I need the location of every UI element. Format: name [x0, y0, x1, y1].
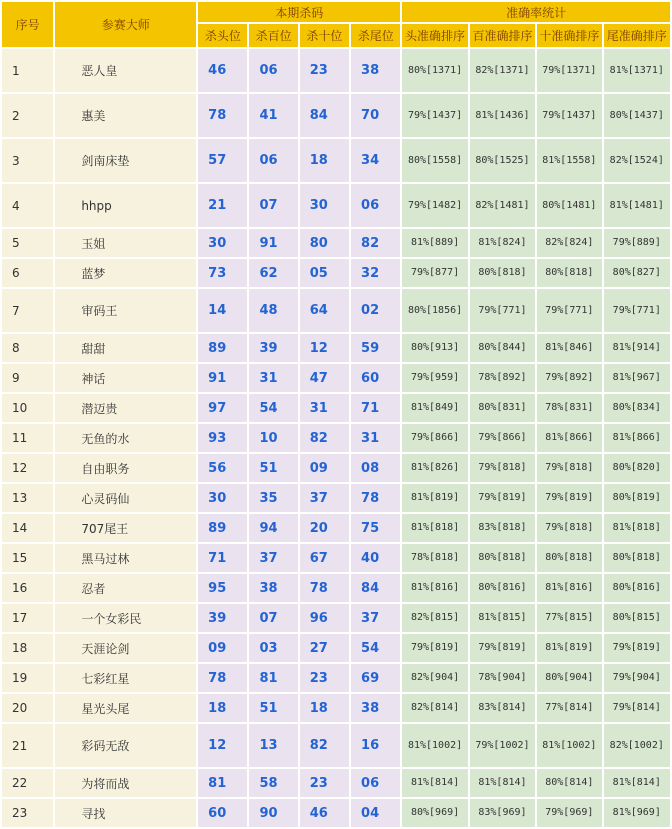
master-name: 心灵码仙 — [55, 484, 196, 512]
accuracy-stat: 82%[1524] — [604, 139, 670, 182]
kill-number: 59 — [351, 334, 400, 362]
accuracy-stat: 80%[819] — [604, 484, 670, 512]
master-name: 潜迈贵 — [55, 394, 196, 422]
kill-number: 07 — [249, 604, 297, 632]
accuracy-stat: 81%[816] — [402, 574, 467, 602]
accuracy-stat: 79%[819] — [537, 484, 601, 512]
kill-number: 32 — [351, 259, 400, 287]
accuracy-stat: 81%[814] — [402, 769, 467, 797]
accuracy-stat: 80%[1437] — [604, 94, 670, 137]
kill-number: 46 — [300, 799, 349, 827]
table-row — [2, 574, 670, 602]
header-stat-col: 百准确排序 — [470, 24, 535, 47]
accuracy-stat: 83%[814] — [470, 694, 535, 722]
accuracy-stat: 82%[904] — [402, 664, 467, 692]
table-row — [2, 184, 670, 227]
kill-number: 34 — [351, 139, 400, 182]
kill-number: 31 — [249, 364, 297, 392]
accuracy-stat: 81%[818] — [402, 514, 467, 542]
accuracy-stat: 79%[866] — [470, 424, 535, 452]
accuracy-stat: 83%[818] — [470, 514, 535, 542]
kill-number: 08 — [351, 454, 400, 482]
kill-number: 06 — [351, 184, 400, 227]
kill-number: 09 — [198, 634, 247, 662]
table-row — [2, 769, 670, 797]
kill-number: 89 — [198, 514, 247, 542]
header-stat-col: 尾准确排序 — [604, 24, 670, 47]
kill-number: 06 — [351, 769, 400, 797]
accuracy-stat: 80%[827] — [604, 259, 670, 287]
kill-number: 23 — [300, 49, 349, 92]
accuracy-stat: 80%[818] — [470, 544, 535, 572]
kill-number: 58 — [249, 769, 297, 797]
accuracy-stat: 78%[904] — [470, 664, 535, 692]
accuracy-stat: 81%[849] — [402, 394, 467, 422]
kill-number: 23 — [300, 664, 349, 692]
header-kill-col: 杀十位 — [300, 24, 349, 47]
accuracy-stat: 81%[866] — [537, 424, 601, 452]
accuracy-stat: 80%[904] — [537, 664, 601, 692]
master-name: 天涯论剑 — [55, 634, 196, 662]
kill-number: 20 — [300, 514, 349, 542]
row-index: 11 — [2, 424, 53, 452]
accuracy-stat: 81%[824] — [470, 229, 535, 257]
accuracy-stat: 79%[892] — [537, 364, 601, 392]
table-row — [2, 259, 670, 287]
accuracy-stat: 80%[831] — [470, 394, 535, 422]
row-index: 13 — [2, 484, 53, 512]
accuracy-stat: 80%[818] — [604, 544, 670, 572]
table-row — [2, 334, 670, 362]
kill-number: 95 — [198, 574, 247, 602]
kill-number: 05 — [300, 259, 349, 287]
kill-number: 78 — [351, 484, 400, 512]
kill-number: 02 — [351, 289, 400, 332]
kill-number: 60 — [198, 799, 247, 827]
accuracy-stat: 80%[818] — [537, 259, 601, 287]
row-index: 20 — [2, 694, 53, 722]
master-name: 为将而战 — [55, 769, 196, 797]
row-index: 12 — [2, 454, 53, 482]
table-row — [2, 544, 670, 572]
master-name: 审码王 — [55, 289, 196, 332]
header-kill-col: 杀百位 — [249, 24, 297, 47]
kill-number: 54 — [351, 634, 400, 662]
kill-number: 37 — [300, 484, 349, 512]
kill-number: 41 — [249, 94, 297, 137]
accuracy-stat: 77%[815] — [537, 604, 601, 632]
kill-number: 81 — [249, 664, 297, 692]
master-name: 恶人皇 — [55, 49, 196, 92]
accuracy-stat: 81%[969] — [604, 799, 670, 827]
master-name: 玉姐 — [55, 229, 196, 257]
kill-number: 31 — [351, 424, 400, 452]
table-row — [2, 139, 670, 182]
accuracy-stat: 81%[967] — [604, 364, 670, 392]
kill-number: 78 — [198, 94, 247, 137]
table-row — [2, 394, 670, 422]
row-index: 17 — [2, 604, 53, 632]
row-index: 5 — [2, 229, 53, 257]
row-index: 10 — [2, 394, 53, 422]
accuracy-stat: 81%[1558] — [537, 139, 601, 182]
kill-number: 71 — [198, 544, 247, 572]
kill-number: 80 — [300, 229, 349, 257]
header-master: 参赛大师 — [55, 2, 196, 47]
kill-number: 78 — [300, 574, 349, 602]
table-row — [2, 229, 670, 257]
kill-number: 64 — [300, 289, 349, 332]
accuracy-stat: 81%[826] — [402, 454, 467, 482]
kill-number: 23 — [300, 769, 349, 797]
table-row — [2, 364, 670, 392]
master-name: 剑南床垫 — [55, 139, 196, 182]
accuracy-stat: 80%[1371] — [402, 49, 467, 92]
kill-number: 51 — [249, 694, 297, 722]
accuracy-stat: 81%[1002] — [402, 724, 467, 767]
kill-number: 37 — [351, 604, 400, 632]
row-index: 2 — [2, 94, 53, 137]
kill-number: 12 — [300, 334, 349, 362]
accuracy-stat: 79%[904] — [604, 664, 670, 692]
accuracy-stat: 81%[819] — [537, 634, 601, 662]
kill-number: 71 — [351, 394, 400, 422]
kill-number: 37 — [249, 544, 297, 572]
kill-number: 30 — [198, 229, 247, 257]
table-row — [2, 634, 670, 662]
header-seq: 序号 — [2, 2, 53, 47]
table-row — [2, 484, 670, 512]
row-index: 23 — [2, 799, 53, 827]
accuracy-stat: 80%[1558] — [402, 139, 467, 182]
row-index: 14 — [2, 514, 53, 542]
accuracy-stat: 79%[818] — [470, 454, 535, 482]
kill-number: 38 — [351, 49, 400, 92]
kill-number: 84 — [351, 574, 400, 602]
accuracy-stat: 80%[820] — [604, 454, 670, 482]
kill-number: 46 — [198, 49, 247, 92]
kill-number: 39 — [249, 334, 297, 362]
kill-number: 07 — [249, 184, 297, 227]
kill-number: 93 — [198, 424, 247, 452]
kill-number: 96 — [300, 604, 349, 632]
accuracy-stat: 80%[816] — [470, 574, 535, 602]
kill-number: 82 — [300, 724, 349, 767]
row-index: 19 — [2, 664, 53, 692]
accuracy-stat: 79%[1482] — [402, 184, 467, 227]
accuracy-stat: 80%[814] — [537, 769, 601, 797]
accuracy-stat: 79%[969] — [537, 799, 601, 827]
table-row — [2, 664, 670, 692]
row-index: 9 — [2, 364, 53, 392]
accuracy-stat: 81%[818] — [604, 514, 670, 542]
accuracy-stat: 80%[818] — [470, 259, 535, 287]
row-index: 18 — [2, 634, 53, 662]
master-name: hhpp — [55, 184, 196, 227]
kill-number: 84 — [300, 94, 349, 137]
accuracy-stat: 81%[1371] — [604, 49, 670, 92]
kill-number: 18 — [300, 694, 349, 722]
accuracy-stat: 82%[1481] — [470, 184, 535, 227]
header-stats-group: 准确率统计 — [402, 2, 670, 22]
accuracy-stat: 79%[819] — [470, 484, 535, 512]
kill-number: 04 — [351, 799, 400, 827]
master-name: 甜甜 — [55, 334, 196, 362]
kill-number: 62 — [249, 259, 297, 287]
accuracy-stat: 81%[1436] — [470, 94, 535, 137]
kill-number: 67 — [300, 544, 349, 572]
accuracy-stat: 77%[814] — [537, 694, 601, 722]
kill-number: 57 — [198, 139, 247, 182]
accuracy-stat: 80%[844] — [470, 334, 535, 362]
kill-number: 06 — [249, 139, 297, 182]
header-kill-col: 杀尾位 — [351, 24, 400, 47]
accuracy-stat: 79%[1437] — [537, 94, 601, 137]
kill-number: 18 — [198, 694, 247, 722]
kill-number: 21 — [198, 184, 247, 227]
kill-number: 81 — [198, 769, 247, 797]
master-name: 神话 — [55, 364, 196, 392]
kill-number: 91 — [249, 229, 297, 257]
kill-number: 56 — [198, 454, 247, 482]
master-name: 一个女彩民 — [55, 604, 196, 632]
row-index: 16 — [2, 574, 53, 602]
kill-number: 06 — [249, 49, 297, 92]
accuracy-stat: 83%[969] — [470, 799, 535, 827]
accuracy-stat: 82%[1371] — [470, 49, 535, 92]
header-kill-col: 杀头位 — [198, 24, 247, 47]
accuracy-stat: 81%[816] — [537, 574, 601, 602]
kill-number: 91 — [198, 364, 247, 392]
table-row — [2, 604, 670, 632]
table-row — [2, 454, 670, 482]
accuracy-stat: 79%[818] — [537, 454, 601, 482]
master-name: 无鱼的水 — [55, 424, 196, 452]
master-name: 彩码无敌 — [55, 724, 196, 767]
kill-number: 10 — [249, 424, 297, 452]
accuracy-stat: 79%[1002] — [470, 724, 535, 767]
master-name: 黑马过林 — [55, 544, 196, 572]
accuracy-stat: 80%[1525] — [470, 139, 535, 182]
master-name: 自由职务 — [55, 454, 196, 482]
kill-number: 94 — [249, 514, 297, 542]
accuracy-stat: 82%[824] — [537, 229, 601, 257]
accuracy-stat: 80%[969] — [402, 799, 467, 827]
header-stat-col: 十准确排序 — [537, 24, 601, 47]
accuracy-stat: 78%[831] — [537, 394, 601, 422]
row-index: 22 — [2, 769, 53, 797]
master-name: 七彩红星 — [55, 664, 196, 692]
table-row — [2, 424, 670, 452]
kill-number: 03 — [249, 634, 297, 662]
accuracy-stat: 81%[814] — [470, 769, 535, 797]
accuracy-stat: 82%[1002] — [604, 724, 670, 767]
accuracy-stat: 78%[892] — [470, 364, 535, 392]
table-row — [2, 724, 670, 767]
table-row — [2, 799, 670, 827]
kill-number: 09 — [300, 454, 349, 482]
kill-number: 73 — [198, 259, 247, 287]
table-row — [2, 289, 670, 332]
kill-number: 13 — [249, 724, 297, 767]
row-index: 7 — [2, 289, 53, 332]
kill-number: 82 — [300, 424, 349, 452]
row-index: 3 — [2, 139, 53, 182]
master-name: 惠美 — [55, 94, 196, 137]
accuracy-stat: 78%[818] — [402, 544, 467, 572]
accuracy-stat: 79%[771] — [604, 289, 670, 332]
kill-number: 14 — [198, 289, 247, 332]
master-name: 707尾王 — [55, 514, 196, 542]
kill-number: 75 — [351, 514, 400, 542]
accuracy-stat: 79%[1437] — [402, 94, 467, 137]
accuracy-stat: 81%[815] — [470, 604, 535, 632]
accuracy-stat: 79%[877] — [402, 259, 467, 287]
kill-number: 69 — [351, 664, 400, 692]
master-name: 星光头尾 — [55, 694, 196, 722]
kill-number: 30 — [300, 184, 349, 227]
kill-number: 48 — [249, 289, 297, 332]
accuracy-stat: 79%[814] — [604, 694, 670, 722]
kill-number: 60 — [351, 364, 400, 392]
kill-number: 38 — [351, 694, 400, 722]
header-stat-col: 头准确排序 — [402, 24, 467, 47]
kill-number: 51 — [249, 454, 297, 482]
accuracy-stat: 80%[913] — [402, 334, 467, 362]
accuracy-stat: 79%[889] — [604, 229, 670, 257]
kill-number: 16 — [351, 724, 400, 767]
accuracy-stat: 79%[819] — [470, 634, 535, 662]
kill-number: 82 — [351, 229, 400, 257]
kill-number: 78 — [198, 664, 247, 692]
accuracy-stat: 81%[846] — [537, 334, 601, 362]
accuracy-stat: 79%[771] — [470, 289, 535, 332]
accuracy-stat: 80%[818] — [537, 544, 601, 572]
accuracy-stat: 79%[819] — [604, 634, 670, 662]
row-index: 6 — [2, 259, 53, 287]
kill-number: 12 — [198, 724, 247, 767]
table-row — [2, 49, 670, 92]
accuracy-stat: 80%[834] — [604, 394, 670, 422]
table-row — [2, 514, 670, 542]
master-name: 寻找 — [55, 799, 196, 827]
accuracy-stat: 79%[866] — [402, 424, 467, 452]
accuracy-stat: 81%[866] — [604, 424, 670, 452]
master-name: 忍者 — [55, 574, 196, 602]
kill-number: 18 — [300, 139, 349, 182]
row-index: 21 — [2, 724, 53, 767]
kill-number: 90 — [249, 799, 297, 827]
kill-number: 27 — [300, 634, 349, 662]
row-index: 8 — [2, 334, 53, 362]
header-kill-group: 本期杀码 — [198, 2, 400, 22]
accuracy-stat: 79%[819] — [402, 634, 467, 662]
accuracy-stat: 79%[771] — [537, 289, 601, 332]
kill-number: 30 — [198, 484, 247, 512]
accuracy-stat: 81%[814] — [604, 769, 670, 797]
kill-number: 97 — [198, 394, 247, 422]
row-index: 4 — [2, 184, 53, 227]
accuracy-stat: 80%[1481] — [537, 184, 601, 227]
kill-number: 47 — [300, 364, 349, 392]
accuracy-stat: 81%[819] — [402, 484, 467, 512]
accuracy-stat: 81%[914] — [604, 334, 670, 362]
table-row — [2, 94, 670, 137]
accuracy-stat: 82%[815] — [402, 604, 467, 632]
kill-number: 54 — [249, 394, 297, 422]
kill-number: 39 — [198, 604, 247, 632]
accuracy-stat: 81%[1002] — [537, 724, 601, 767]
accuracy-stat: 82%[814] — [402, 694, 467, 722]
kill-number: 89 — [198, 334, 247, 362]
kill-number: 40 — [351, 544, 400, 572]
row-index: 15 — [2, 544, 53, 572]
accuracy-stat: 80%[815] — [604, 604, 670, 632]
accuracy-stat: 79%[818] — [537, 514, 601, 542]
accuracy-stat: 81%[889] — [402, 229, 467, 257]
accuracy-stat: 81%[1481] — [604, 184, 670, 227]
kill-number: 31 — [300, 394, 349, 422]
kill-number: 70 — [351, 94, 400, 137]
kill-number: 38 — [249, 574, 297, 602]
row-index: 1 — [2, 49, 53, 92]
table-row — [2, 694, 670, 722]
kill-number: 35 — [249, 484, 297, 512]
master-name: 蓝梦 — [55, 259, 196, 287]
accuracy-stat: 79%[959] — [402, 364, 467, 392]
accuracy-stat: 80%[1856] — [402, 289, 467, 332]
accuracy-stat: 79%[1371] — [537, 49, 601, 92]
accuracy-stat: 80%[816] — [604, 574, 670, 602]
